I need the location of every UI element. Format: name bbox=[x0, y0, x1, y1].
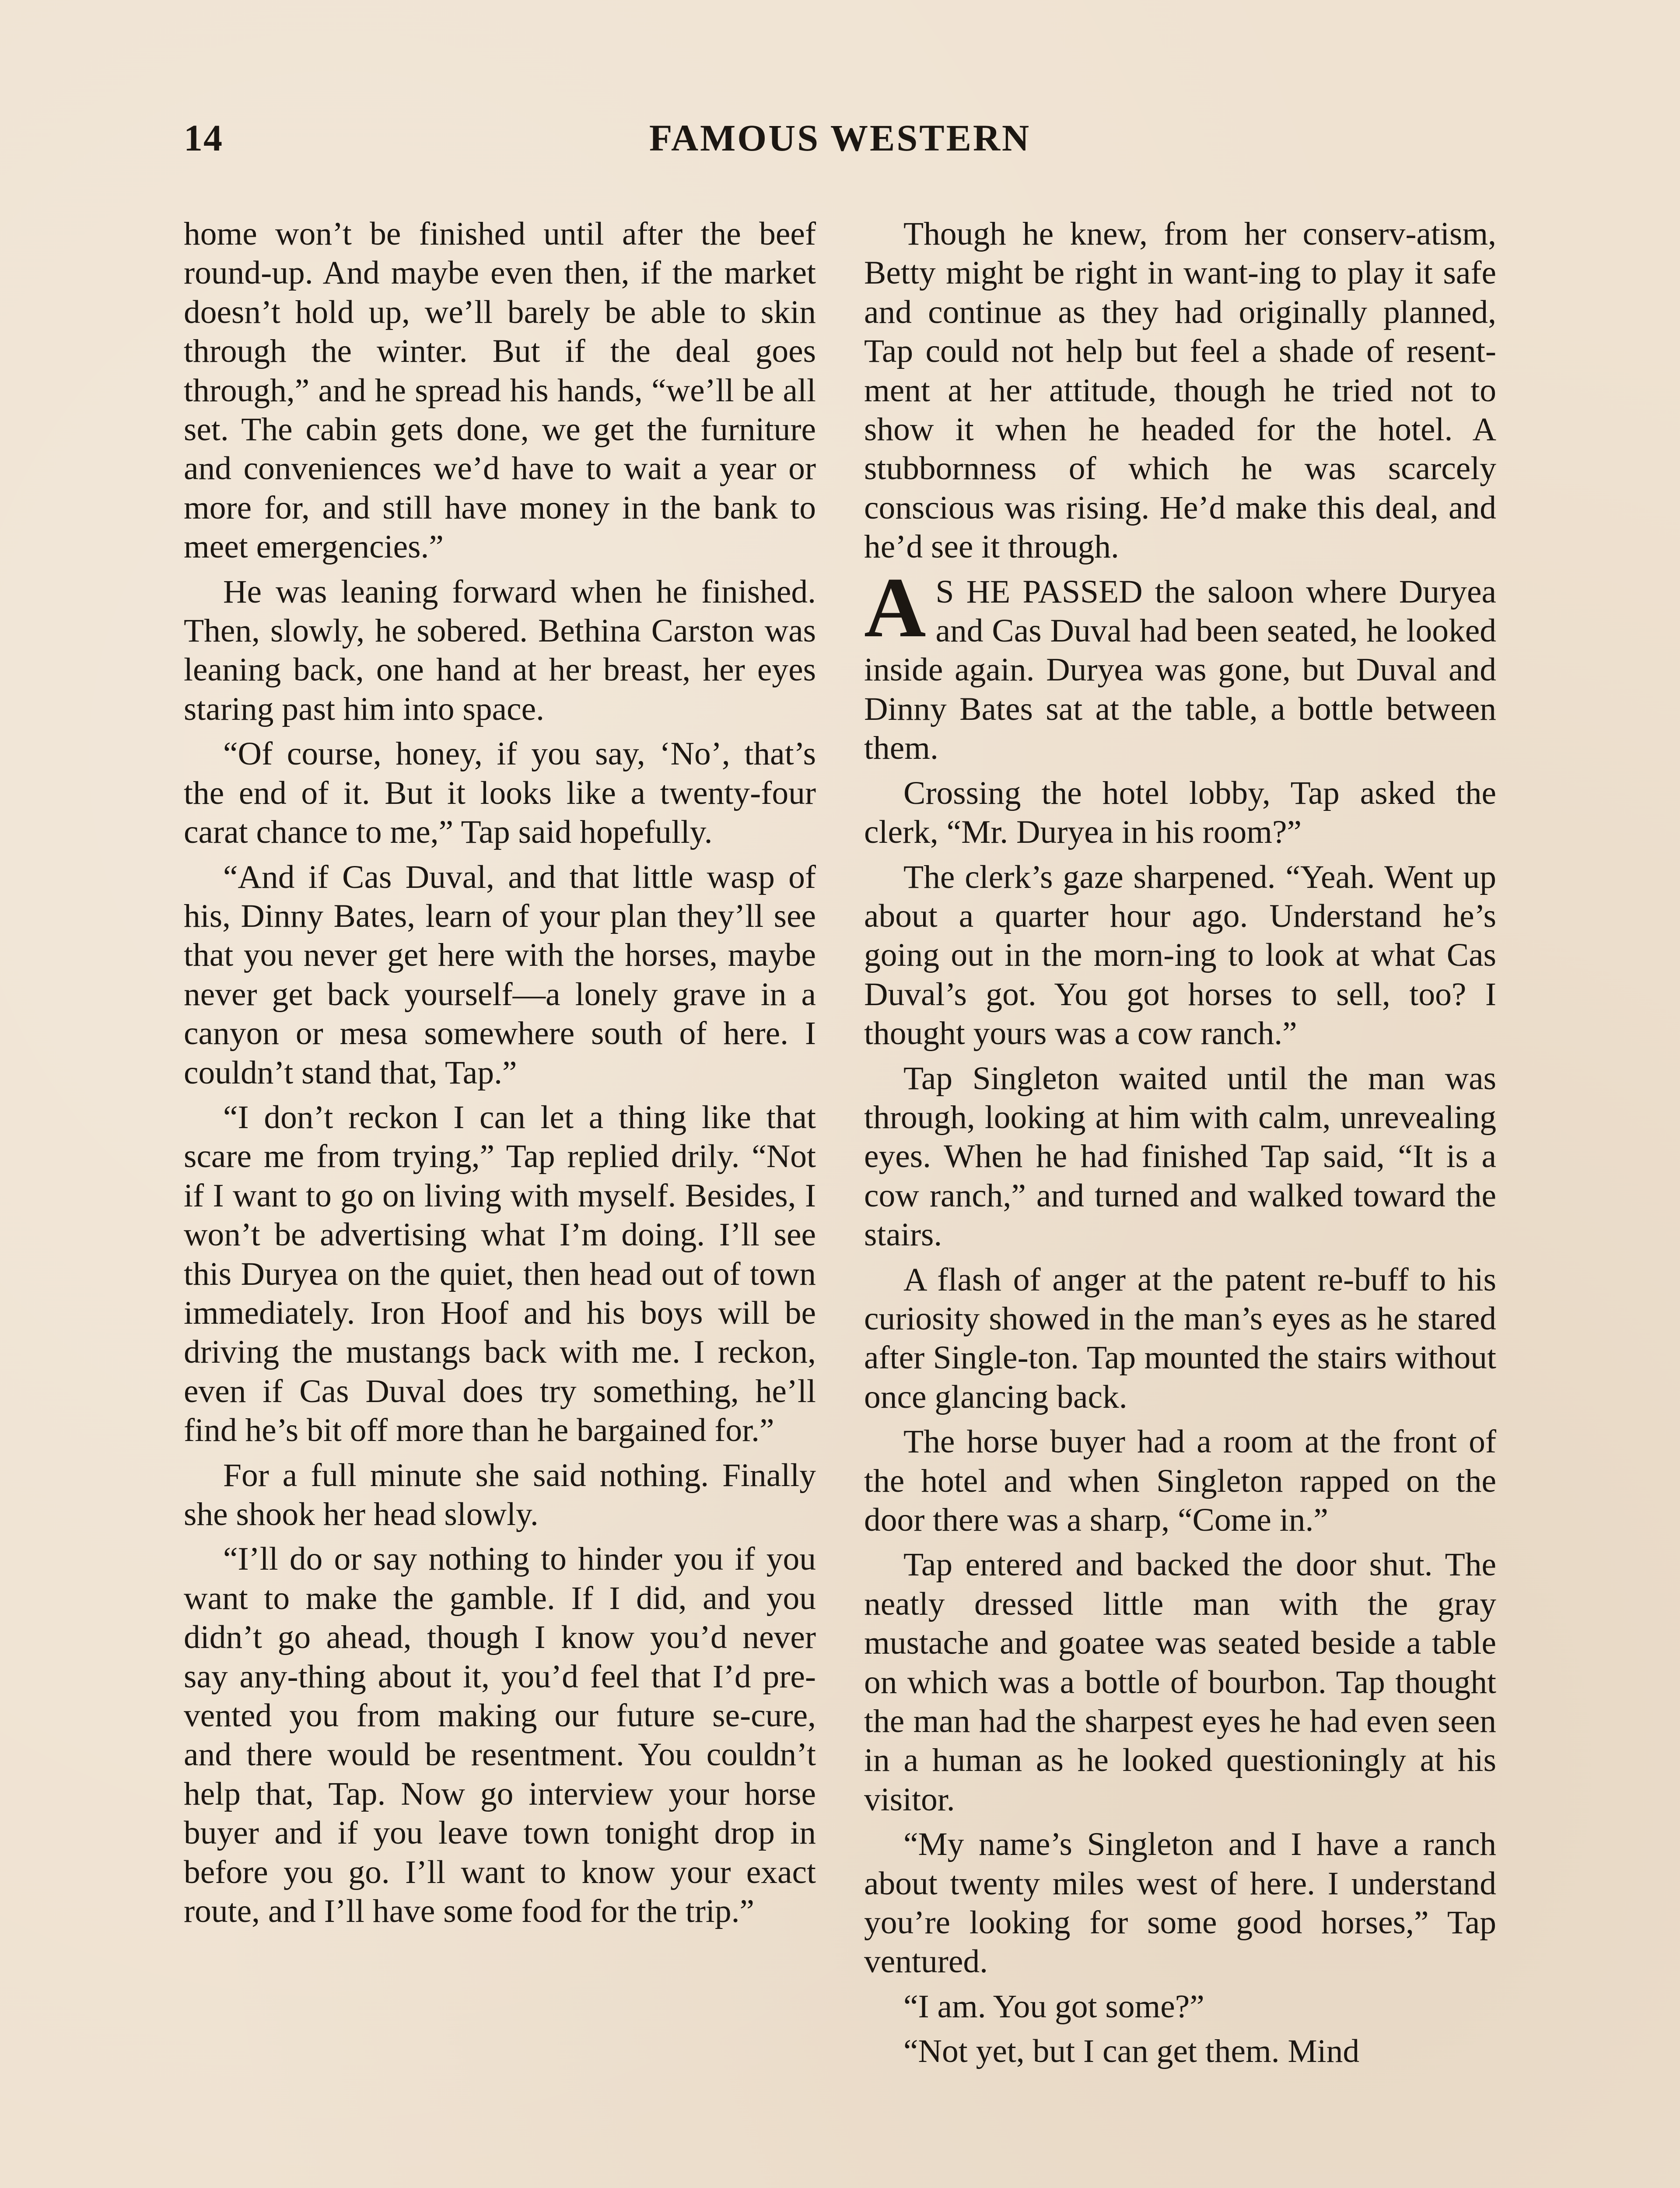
paragraph: A flash of anger at the patent re-buff to his curiosity showed in the man’s eyes as he stared after Single-ton. Tap mounted the stairs without once glancing back. bbox=[864, 1261, 1496, 1415]
drop-cap: A bbox=[864, 560, 926, 655]
page-number: 14 bbox=[184, 117, 223, 159]
paragraph: Tap Singleton waited until the man was through, looking at him with calm, unrevealing eyes. When he had finished Tap said, “It is a cow ranch,” and turned and walked toward the stairs. bbox=[864, 1060, 1496, 1253]
paragraph: Crossing the hotel lobby, Tap asked the clerk, “Mr. Duryea in his room?” bbox=[864, 775, 1496, 851]
paragraph: “I don’t reckon I can let a thing like that scare me from trying,” Tap replied drily. “Not if I want to go on living with myself. Besides, I won’t be advertising what I’m doing. I’ll see this Duryea on the quiet, then head out of town immediately. Iron Hoof and his boys will be driving the mustangs back with me. I reckon, even if Cas Duval does try something, he’ll find he’s bit off more than he bargained for.” bbox=[184, 1099, 816, 1449]
paragraph: “Of course, honey, if you say, ‘No’, that’s the end of it. But it looks like a twenty-four carat chance to me,” Tap said hopefully. bbox=[184, 736, 816, 851]
paragraph: “I am. You got some?” bbox=[903, 1988, 1204, 2025]
page-header bbox=[184, 116, 1496, 168]
section-opening-paragraph bbox=[864, 560, 1496, 768]
paragraph: The horse buyer had a room at the front of the hotel and when Singleton rapped on the door there was a sharp, “Come in.” bbox=[864, 1424, 1496, 1538]
paragraph: “My name’s Singleton and I have a ranch about twenty miles west of here. I understand you’re looking for some good horses,” Tap ventured. bbox=[864, 1826, 1496, 1980]
paragraph: “I’ll do or say nothing to hinder you if you want to make the gamble. If I did, and you didn’t go ahead, though I know you’d never say any-thing about it, you’d feel that I’d pre-vented you from making our future se-cure, and there would be resentment. You couldn’t help that, Tap. Now go interview your horse buyer and if you leave town tonight drop in before you go. I’ll want to know your exact route, and I’ll have some food for the trip.” bbox=[184, 1541, 816, 1930]
paragraph: Though he knew, from her conserv-atism, Betty might be right in want-ing to play it safe and continue as they had originally planned, Tap could not help but feel a shade of resent-ment at her attitude, though he tried not to show it when he headed for the hotel. A stubbornness of which he was scarcely conscious was rising. He’d make this deal, and he’d see it through. bbox=[864, 216, 1496, 565]
paragraph: Tap entered and backed the door shut. The neatly dressed little man with the gray mustache and goatee was seated beside a table on which was a bottle of bourbon. Tap thought the man had the sharpest eyes he had even seen in a human as he looked questioningly at his visitor. bbox=[864, 1546, 1496, 1818]
paragraph: For a full minute she said nothing. Finally she shook her head slowly. bbox=[184, 1457, 816, 1532]
right-column bbox=[864, 214, 1496, 2077]
section-opening-text: S HE PASSED the saloon where Duryea and Cas Duval had been seated, he looked inside again. Duryea was gone, but Duval and Dinny Bates sat at the table, a bottle between them. bbox=[864, 573, 1496, 767]
left-column bbox=[184, 214, 816, 1936]
paragraph: The clerk’s gaze sharpened. “Yeah. Went up about a quarter hour ago. Understand he’s going out in the morn-ing to look at what Cas Duval’s got. You got horses to sell, too? I thought yours was a cow ranch.” bbox=[864, 859, 1496, 1052]
running-title: FAMOUS WESTERN bbox=[649, 117, 1031, 159]
paragraph: He was leaning forward when he finished. Then, slowly, he sobered. Bethina Carston was leaning back, one hand at her breast, her eyes staring past him into space. bbox=[184, 573, 816, 727]
paragraph: “Not yet, but I can get them. Mind bbox=[903, 2033, 1360, 2070]
paragraph: “And if Cas Duval, and that little wasp of his, Dinny Bates, learn of your plan they’ll see that you never get here with the horses, maybe never get back yourself—a lonely grave in a canyon or mesa somewhere south of here. I couldn’t stand that, Tap.” bbox=[184, 859, 816, 1091]
paragraph: home won’t be finished until after the beef round-up. And maybe even then, if the market doesn’t hold up, we’ll barely be able to skin through the winter. But if the deal goes through,” and he spread his hands, “we’ll be all set. The cabin gets done, we get the furniture and conveniences we’d have to wait a year or more for, and still have money in the bank to meet emergencies.” bbox=[184, 216, 816, 565]
